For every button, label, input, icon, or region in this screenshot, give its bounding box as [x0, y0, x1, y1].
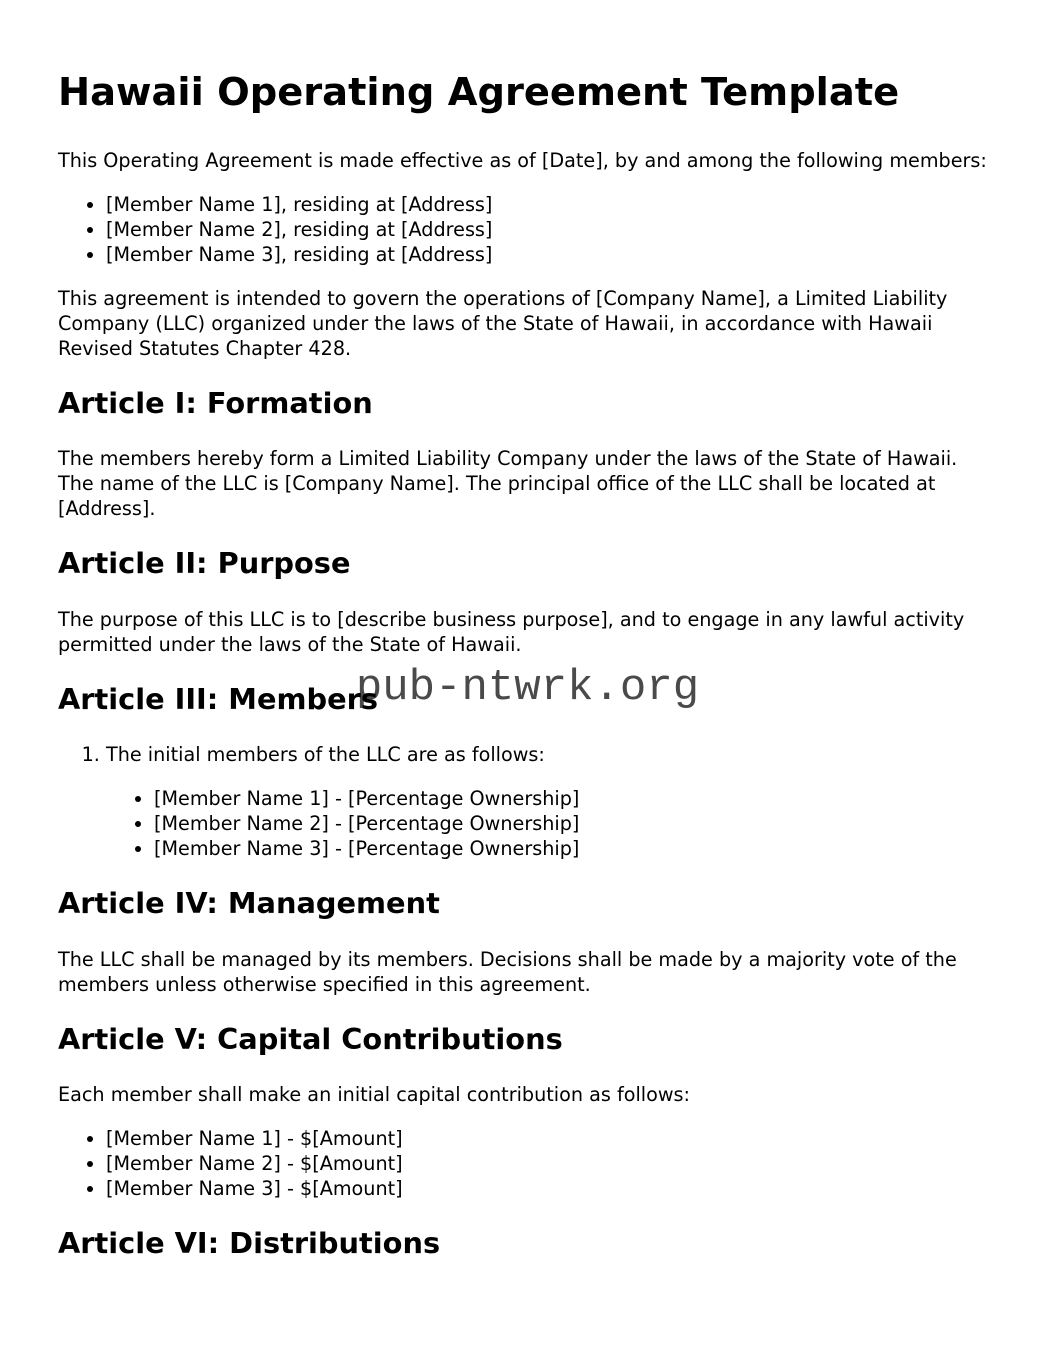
initial-members-ordered-list: [58, 742, 997, 861]
intro-paragraph: This Operating Agreement is made effective as of [Date], by and among the following members:: [58, 148, 987, 172]
article-3-heading: Article III: Members: [58, 681, 378, 716]
list-item-text: The initial members of the LLC are as follows:: [106, 743, 545, 767]
article-2-body: The purpose of this LLC is to [describe business purpose], and to engage in any lawful activity permitted under the laws of the State of Hawaii.: [58, 607, 965, 656]
list-item: • [Member Name 1] - [Percentage Ownership]: [154, 786, 997, 811]
list-item: • [Member Name 2] - [Percentage Ownership]: [154, 811, 997, 836]
article-5-body: Each member shall make an initial capital contribution as follows:: [58, 1083, 691, 1107]
article-2-heading: Article II: Purpose: [58, 546, 351, 581]
members-list: [58, 192, 997, 267]
list-item: • [Member Name 1], residing at [Address]: [106, 192, 997, 217]
document-title: Hawaii Operating Agreement Template: [58, 70, 900, 115]
article-4-heading: Article IV: Management: [58, 886, 440, 921]
article-4-body: The LLC shall be managed by its members. Decisions shall be made by a majority vote of the members unless otherwise specified in this agreement.: [58, 947, 957, 996]
contributions-list: [58, 1126, 997, 1201]
article-6-heading: Article VI: Distributions: [58, 1226, 441, 1261]
list-item: • [Member Name 2], residing at [Address]: [106, 217, 997, 242]
article-1-body: The members hereby form a Limited Liability Company under the laws of the State of Hawaii. The name of the LLC is [Company Name]. The principal office of the LLC shall be located at [Address].: [58, 447, 958, 521]
watermark: pub-ntwrk.org: [355, 663, 700, 713]
ownership-sublist: [106, 786, 997, 861]
list-item: • [Member Name 3], residing at [Address]: [106, 242, 997, 267]
list-item: • [Member Name 2] - $[Amount]: [106, 1151, 997, 1176]
list-item: • [Member Name 1] - $[Amount]: [106, 1126, 997, 1151]
article-1-heading: Article I: Formation: [58, 385, 373, 420]
article-5-heading: Article V: Capital Contributions: [58, 1021, 563, 1056]
list-item: • [Member Name 3] - [Percentage Ownership]: [154, 836, 997, 861]
governing-paragraph: This agreement is intended to govern the operations of [Company Name], a Limited Liability Company (LLC) organized under the laws of the State of Hawaii, in accordance with Hawaii Revised Statutes Chapter 428.: [58, 286, 948, 360]
list-item: [106, 742, 997, 861]
list-item: • [Member Name 3] - $[Amount]: [106, 1176, 997, 1201]
